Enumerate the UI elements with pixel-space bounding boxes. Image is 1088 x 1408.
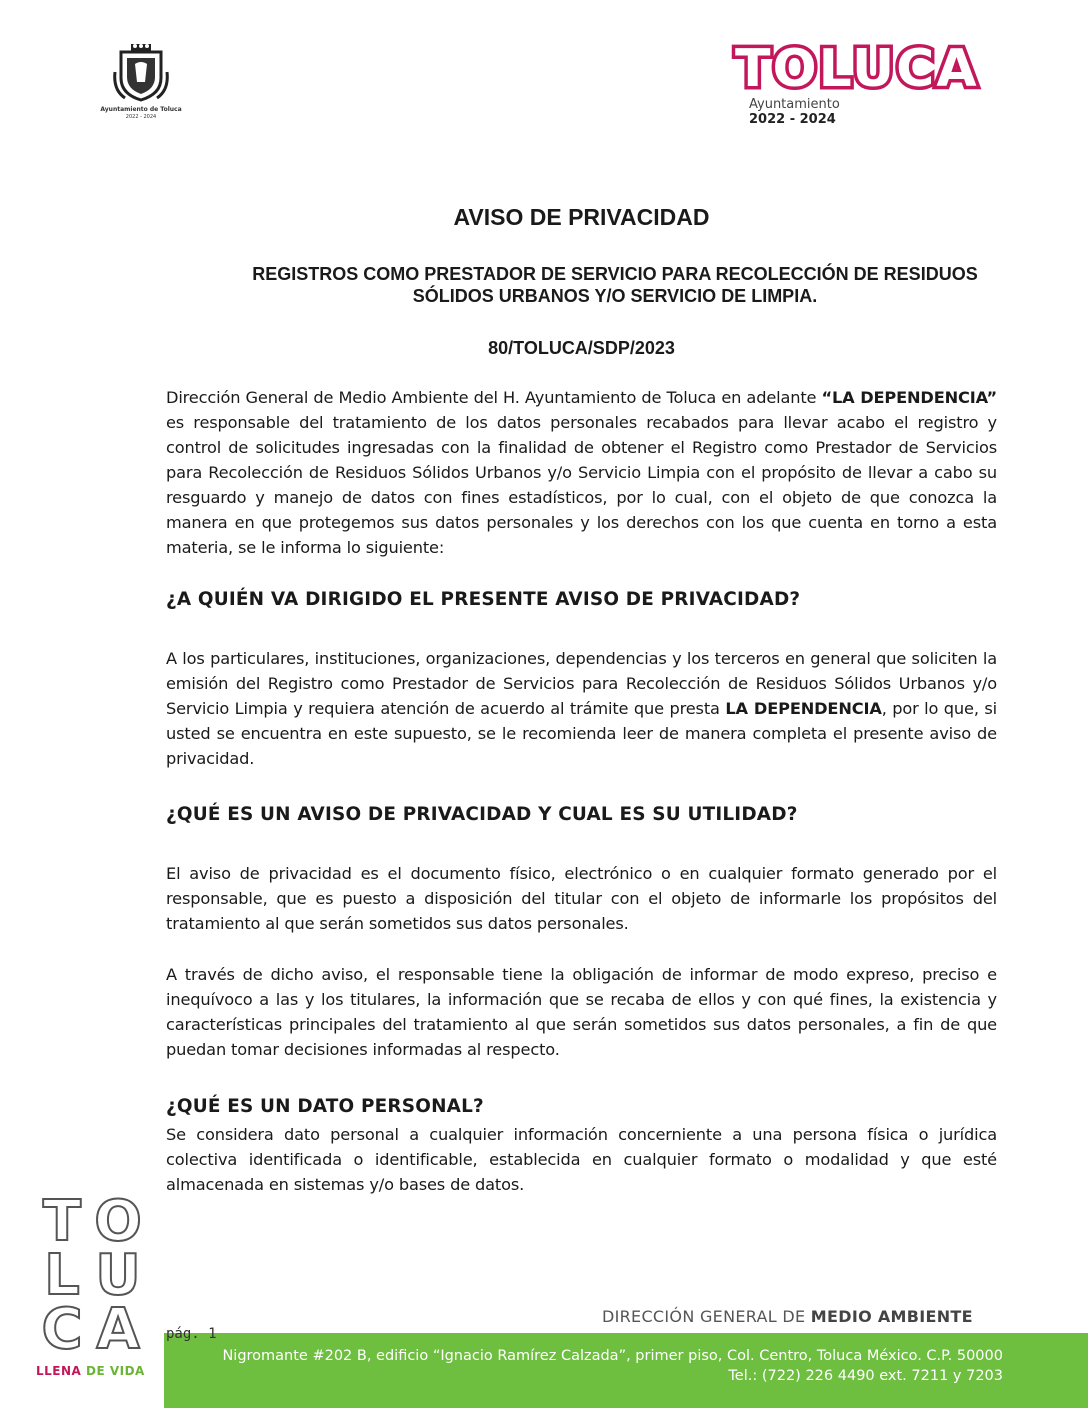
section-heading-2 (166, 804, 997, 825)
section-2-body-1 (166, 861, 997, 936)
tagline-part-2: DE VIDA (81, 1364, 145, 1378)
who-text-1: A los particulares, instituciones, organizaciones, dependencias y los terceros en general que soliciten la emisión del Registro como Prestador de Servicios para Recolección de Residuos Sólidos Urbanos y/o Servicio Limpia y requiera atención de acuerdo al trámite que presta (166, 649, 997, 718)
who-bold-term: LA DEPENDENCIA (725, 699, 882, 718)
logo-letter: A (96, 1304, 140, 1356)
shield-caption: Ayuntamiento de Toluca (100, 106, 182, 113)
logo-letter: C (41, 1304, 83, 1356)
toluca-vertical-logo (36, 1196, 151, 1378)
section-2-body-2 (166, 962, 997, 1062)
department-label (602, 1307, 973, 1326)
logo-letter: L (44, 1250, 80, 1302)
shield-emblem-icon (113, 42, 169, 104)
brand-years: 2022 - 2024 (749, 112, 836, 127)
brand-wordmark: TOLUCA (735, 39, 979, 99)
subtitle-line-2: SÓLIDOS URBANOS Y/O SERVICIO DE LIMPIA. (412, 286, 818, 306)
department-label-name: MEDIO AMBIENTE (810, 1307, 973, 1326)
logo-row-1 (36, 1196, 151, 1248)
section-heading-1 (166, 589, 997, 610)
page-number: pág. 1 (166, 1326, 217, 1342)
heading-who: ¿A QUIÉN VA DIRIGIDO EL PRESENTE AVISO DE PRIVACIDAD? (166, 589, 801, 610)
shield-years: 2022 - 2024 (125, 114, 157, 120)
intro-text-2: es responsable del tratamiento de los datos personales recabados para llevar acabo el registro y control de solicitudes ingresadas con la finalidad de obtener el Registro como Prestador de Servicios para Recolección de Residuos Sólidos Urbanos y/o Servicio Limpia con el propósito de llevar a cabo su resguardo y manejo de datos con fines estadísticos, por lo cual, con el objeto de que conozca la manera en que protegemos sus datos personales y los derechos con los que cuenta en torno a esta materia, se le informa lo siguiente: (166, 413, 997, 557)
logo-tagline (36, 1364, 151, 1378)
toluca-brand-logo (735, 39, 979, 127)
personal-data-paragraph: Se considera dato personal a cualquier información concerniente a una persona física o jurídica colectiva identificada o identificable, establecida en cualquier formato o modalidad y que esté almacenada en sistemas y/o bases de datos. (166, 1125, 997, 1194)
municipal-shield-logo (100, 42, 182, 124)
logo-letter: U (95, 1250, 141, 1302)
department-label-prefix: DIRECCIÓN GENERAL DE (602, 1307, 811, 1326)
intro-section (166, 385, 997, 560)
document-subtitle (230, 263, 1000, 307)
intro-bold-term: “LA DEPENDENCIA” (821, 388, 998, 407)
section-1-body (166, 646, 997, 771)
footer-phone: Tel.: (722) 226 4490 ext. 7211 y 7203 (728, 1368, 1003, 1384)
logo-row-2 (36, 1250, 151, 1302)
intro-text-1: Dirección General de Medio Ambiente del H. Ayuntamiento de Toluca en adelante (166, 388, 822, 407)
logo-row-3 (36, 1304, 151, 1356)
footer-address: Nigromante #202 B, edificio “Ignacio Ramírez Calzada”, primer piso, Col. Centro, Toluca México. C.P. 50000 (222, 1348, 1003, 1364)
notice-paragraph-2: A través de dicho aviso, el responsable tiene la obligación de informar de modo expreso, preciso e inequívoco a las y los titulares, la información que se recaba de ellos y con qué fines, la existencia y características principales del tratamiento al que serán sometidos sus datos personales, a fin de que puedan tomar decisiones informadas al respecto. (166, 965, 997, 1059)
section-heading-3 (166, 1096, 997, 1117)
notice-paragraph-1: El aviso de privacidad es el documento físico, electrónico o en cualquier formato generado por el responsable, que es puesto a disposición del titular con el objeto de informarle los propósitos del tratamiento al que serán sometidos sus datos personales. (166, 864, 997, 933)
section-3-body (166, 1122, 997, 1197)
intro-paragraph (166, 385, 997, 560)
who-paragraph (166, 646, 997, 771)
document-code: 80/TOLUCA/SDP/2023 (488, 338, 675, 358)
heading-what-is-notice: ¿QUÉ ES UN AVISO DE PRIVACIDAD Y CUAL ES SU UTILIDAD? (166, 804, 798, 825)
who-text-2: , por lo que, si usted se encuentra en este supuesto, se le recomienda leer de manera completa el presente aviso de privacidad. (166, 699, 997, 768)
tagline-part-1: LLENA (36, 1364, 82, 1378)
subtitle-line-1: REGISTROS COMO PRESTADOR DE SERVICIO PARA RECOLECCIÓN DE RESIDUOS (252, 264, 978, 284)
document-title: AVISO DE PRIVACIDAD (453, 204, 710, 230)
heading-personal-data: ¿QUÉ ES UN DATO PERSONAL? (166, 1096, 484, 1117)
brand-subtitle: Ayuntamiento (749, 97, 840, 112)
logo-letter: T (42, 1196, 82, 1248)
logo-letter: O (94, 1196, 142, 1248)
